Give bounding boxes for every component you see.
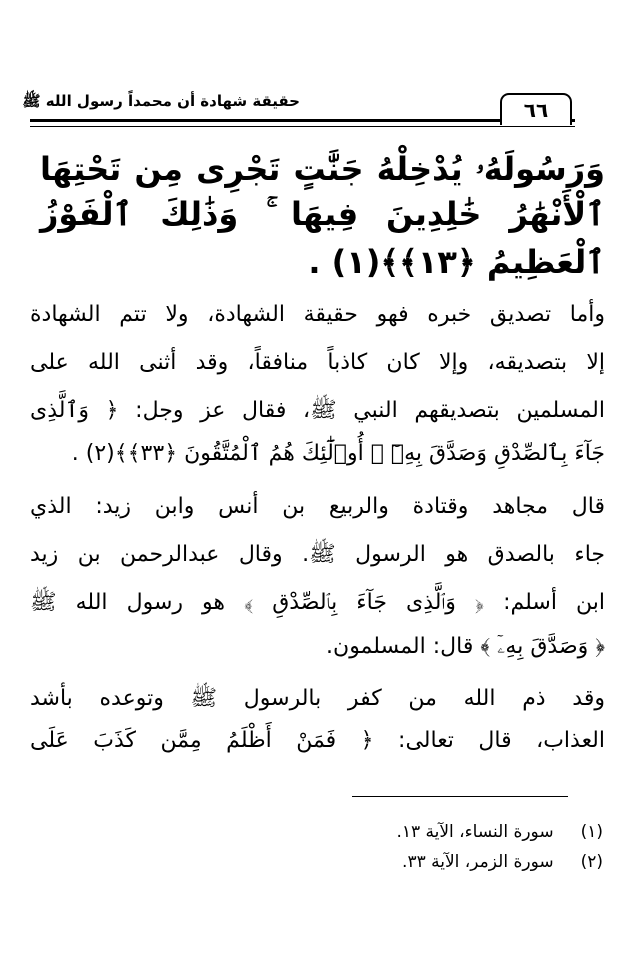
paragraph-line: جاء بالصدق هو الرسول ﷺ. وقال عبدالرحمن بن زيد xyxy=(30,542,605,567)
footnote xyxy=(402,852,603,872)
paragraph-line: ابن أسلم: ﴿ وَٱلَّذِى جَآءَ بِٱلصِّدْقِ ﴾ هو رسول الله ﷺ xyxy=(30,590,605,615)
footnote xyxy=(396,822,603,842)
paragraph-line: المسلمين بتصديقهم النبي ﷺ، فقال عز وجل: ﴿ وَٱلَّذِى xyxy=(30,398,605,423)
paragraph-line: جَآءَ بِٱلصِّدْقِ وَصَدَّقَ بِهِۦٓ ۙ أُو۟لَٰٓئِكَ هُمُ ٱلْمُتَّقُونَ ﴿٣٣﴾﴾(٢) . xyxy=(71,441,605,466)
quran-line: ٱلْعَظِيمُ ﴿١٣﴾﴾(١) . xyxy=(308,243,605,281)
paragraph-line: وأما تصديق خبره فهو حقيقة الشهادة، ولا تتم الشهادة xyxy=(30,302,605,327)
paragraph-line: وقد ذم الله من كفر بالرسول ﷺ وتوعده بأشد xyxy=(30,686,605,711)
footnote-text: سورة الزمر، الآية ٣٣. xyxy=(402,852,554,872)
page-number: ٦٦ xyxy=(500,93,572,125)
header-rule-thick xyxy=(30,119,575,122)
quran-line: وَرَسُولَهُۥ يُدْخِلْهُ جَنَّٰتٍ تَجْرِى مِن تَحْتِهَا xyxy=(40,150,605,188)
paragraph-line: إلا بتصديقه، وإلا كان كاذباً منافقاً، وقد أثنى الله على xyxy=(30,350,605,375)
paragraph-line: العذاب، قال تعالى: ﴿ فَمَنْ أَظْلَمُ مِمَّن كَذَبَ عَلَى xyxy=(30,728,605,753)
header-rule-thin xyxy=(30,126,575,127)
footnote-separator xyxy=(352,796,568,797)
paragraph-line: قال مجاهد وقتادة والربيع بن أنس وابن زيد: الذي xyxy=(30,494,605,519)
running-title: حقيقة شهادة أن محمداً رسول الله ﷺ xyxy=(22,92,300,110)
paragraph-line: ﴿ وَصَدَّقَ بِهِۦٓ ﴾ قال: المسلمون. xyxy=(326,634,605,659)
footnote-number: (٢) xyxy=(580,852,603,872)
quran-line: ٱلْأَنْهَٰرُ خَٰلِدِينَ فِيهَا ۚ وَذَٰلِكَ ٱلْفَوْزُ xyxy=(40,195,605,233)
footnote-text: سورة النساء، الآية ١٣. xyxy=(396,822,554,842)
footnote-number: (١) xyxy=(580,822,603,842)
